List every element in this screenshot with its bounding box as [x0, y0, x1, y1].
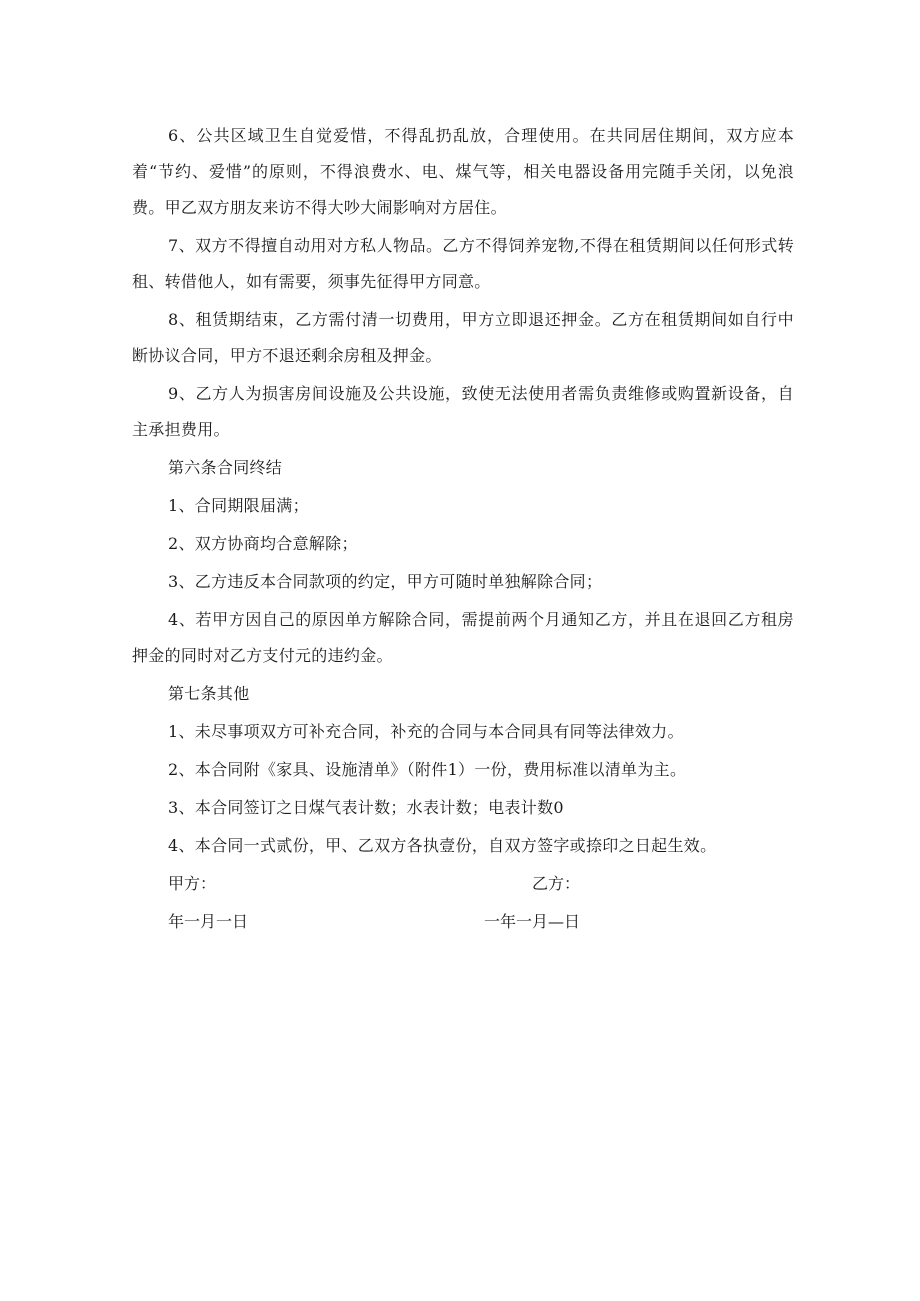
- article-7-item-4: 4、本合同一式贰份，甲、乙双方各执壹份，自双方签字或捺印之日起生效。: [168, 836, 717, 855]
- clause-8: 8、租赁期结束，乙方需付清一切费用，甲方立即退还押金。乙方在租赁期间如自行中断协议合同，甲方不退还剩余房租及押金。: [132, 310, 794, 365]
- article-6-heading: 第六条合同终结: [168, 458, 283, 477]
- article-7-heading: 第七条其他: [168, 684, 250, 703]
- party-b-date: 一年一月—日: [484, 912, 581, 931]
- clause-7: 7、双方不得擅自动用对方私人物品。乙方不得饲养宠物,不得在租赁期间以任何形式转租、转借他人，如有需要，须事先征得甲方同意。: [132, 236, 794, 291]
- signature-row: [132, 866, 794, 904]
- article-6-item-4: 4、若甲方因自己的原因单方解除合同，需提前两个月通知乙方，并且在退回乙方租房押金的同时对乙方支付元的违约金。: [132, 610, 794, 665]
- article-6-item-2: 2、双方协商均合意解除；: [168, 534, 358, 553]
- article-7-item-2: 2、本合同附《家具、设施清单》（附件1）一份，费用标准以清单为主。: [168, 760, 687, 779]
- party-a-label: 甲方：: [168, 874, 217, 893]
- date-row: [132, 904, 794, 942]
- party-a-date: 年一月一日: [168, 912, 249, 931]
- party-b-label: 乙方：: [532, 874, 581, 893]
- article-6-item-1: 1、合同期限届满；: [168, 496, 309, 515]
- clause-9: 9、乙方人为损害房间设施及公共设施，致使无法使用者需负责维修或购置新设备，自主承担费用。: [132, 384, 794, 439]
- article-7-item-1: 1、未尽事项双方可补充合同，补充的合同与本合同具有同等法律效力。: [168, 722, 684, 741]
- article-6-item-3: 3、乙方违反本合同款项的约定，甲方可随时单独解除合同；: [168, 572, 603, 591]
- clause-6: 6、公共区域卫生自觉爱惜，不得乱扔乱放，合理使用。在共同居住期间，双方应本着“节约、爱惜”的原则，不得浪费水、电、煤气等，相关电器设备用完随手关闭，以免浪费。甲乙双方朋友来访不得大吵大闹影响对方居住。: [132, 126, 794, 217]
- article-7-item-3: 3、本合同签订之日煤气表计数；水表计数；电表计数0: [168, 798, 564, 817]
